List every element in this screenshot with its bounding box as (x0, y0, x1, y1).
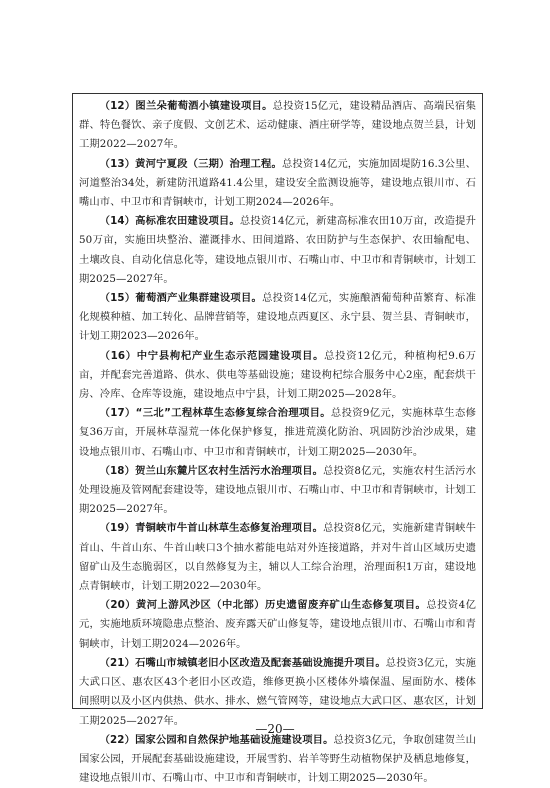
item-body: 总投资4亿元，实施地质环境隐患点整治、废弃露天矿山修复等，建设地点银川市、石嘴山市和青铜峡市，计划工期2024—2026年。 (79, 599, 476, 650)
list-item (79, 347, 476, 405)
item-body: 总投资8亿元，实施农村生活污水处理设施及管网配套建设等，建设地点银川市、石嘴山市、中卫市和青铜峡市，计划工期2025—2027年。 (79, 464, 476, 516)
list-item (79, 519, 476, 596)
list-item (79, 654, 476, 731)
list-item (79, 596, 476, 654)
list-item (79, 212, 476, 289)
item-heading: （22）国家公园和自然保护地基础设施建设项目。 (99, 733, 334, 746)
item-body: 总投资14亿元，新建高标准农田10万亩，改造提升50万亩，实施田块整治、灌溉排水、田间道路、农田防护与生态保护、农田输配电、土壤改良、自动化信息化等，建设地点银川市、石嘴山市、中卫市和青铜峡市，计划工期2025—2027年。 (79, 215, 476, 285)
document-table-cell (72, 93, 483, 785)
item-heading: （13）黄河宁夏段（三期）治理工程。 (99, 157, 282, 170)
item-heading: （17）“三北”工程林草生态修复综合治理项目。 (99, 407, 331, 420)
list-item (79, 404, 476, 462)
page-number: —20— (255, 722, 295, 736)
list-item (79, 155, 476, 213)
item-heading: （18）贺兰山东麓片区农村生活污水治理项目。 (99, 464, 324, 477)
item-body: 总投资14亿元，实施酿酒葡萄种苗繁育、标准化规模种植、加工转化、品牌营销等，建设地点西夏区、永宁县、贺兰县、青铜峡市，计划工期2023—2026年。 (79, 292, 476, 343)
item-heading: （14）高标准农田建设项目。 (99, 215, 240, 228)
item-body: 总投资8亿元，实施新建青铜峡牛首山、牛首山东、牛首山峡口3个抽水蓄能电站对外连接道路，并对牛首山区域历史遗留矿山及生态脆弱区，以自然修复为主，辅以人工综合治理，治理面积1万亩，建设地点青铜峡市，计划工期2022—2030年。 (79, 522, 476, 593)
item-body: 总投资15亿元，建设精品酒店、高端民宿集群、特色餐饮、亲子度假、文创艺术、运动健康、酒庄研学等，建设地点贺兰县，计划工期2022—2027年。 (79, 100, 476, 151)
item-heading: （20）黄河上游风沙区（中北部）历史遗留废弃矿山生态修复项目。 (99, 599, 427, 612)
list-item (79, 97, 476, 155)
item-heading: （16）中宁县枸杞产业生态示范园建设项目。 (99, 349, 325, 362)
item-body: 总投资14亿元，实施加固堤防16.3公里、河道整治34处，新建防汛道路41.4公里，建设安全监测设施等，建设地点银川市、石嘴山市、中卫市和青铜峡市，计划工期2024—2026年。 (79, 157, 476, 209)
item-body: 总投资9亿元，实施林草生态修复36万亩，开展林草湿荒一体化保护修复，推进荒漠化防治、巩固防沙治沙成果，建设地点银川市、石嘴山市、中卫市和青铜峡市，计划工期2025—2030年。 (79, 407, 476, 458)
item-heading: （21）石嘴山市城镇老旧小区改造及配套基础设施提升项目。 (99, 656, 386, 669)
project-list (73, 94, 482, 788)
list-item (79, 462, 476, 520)
item-body: 总投资3亿元，实施大武口区、惠农区43个老旧小区改造，维修更换小区楼体外墙保温、屋面防水、楼体间照明以及小区内供热、供水、排水、燃气管网等，建设地点大武口区、惠农区，计划工期2025—2027年。 (79, 656, 476, 727)
item-body: 总投资12亿元，种植枸杞9.6万亩，并配套完善道路、供水、供电等基础设施；建设枸杞综合服务中心2座，配套烘干房、冷库、仓库等设施，建设地点中宁县，计划工期2025—2028年。 (79, 349, 476, 401)
list-item (79, 289, 476, 347)
item-heading: （19）青铜峡市牛首山林草生态修复治理项目。 (99, 522, 324, 535)
item-heading: （15）葡萄酒产业集群建设项目。 (99, 292, 263, 305)
item-heading: （12）图兰朵葡萄酒小镇建设项目。 (99, 100, 273, 112)
list-item (79, 731, 476, 788)
item-body: 总投资3亿元，争取创建贺兰山国家公园，开展配套基础设施建设，开展雪豹、岩羊等野生动植物保护及栖息地修复，建设地点银川市、石嘴山市、中卫市和青铜峡市，计划工期2025—2030年。 (79, 733, 476, 785)
